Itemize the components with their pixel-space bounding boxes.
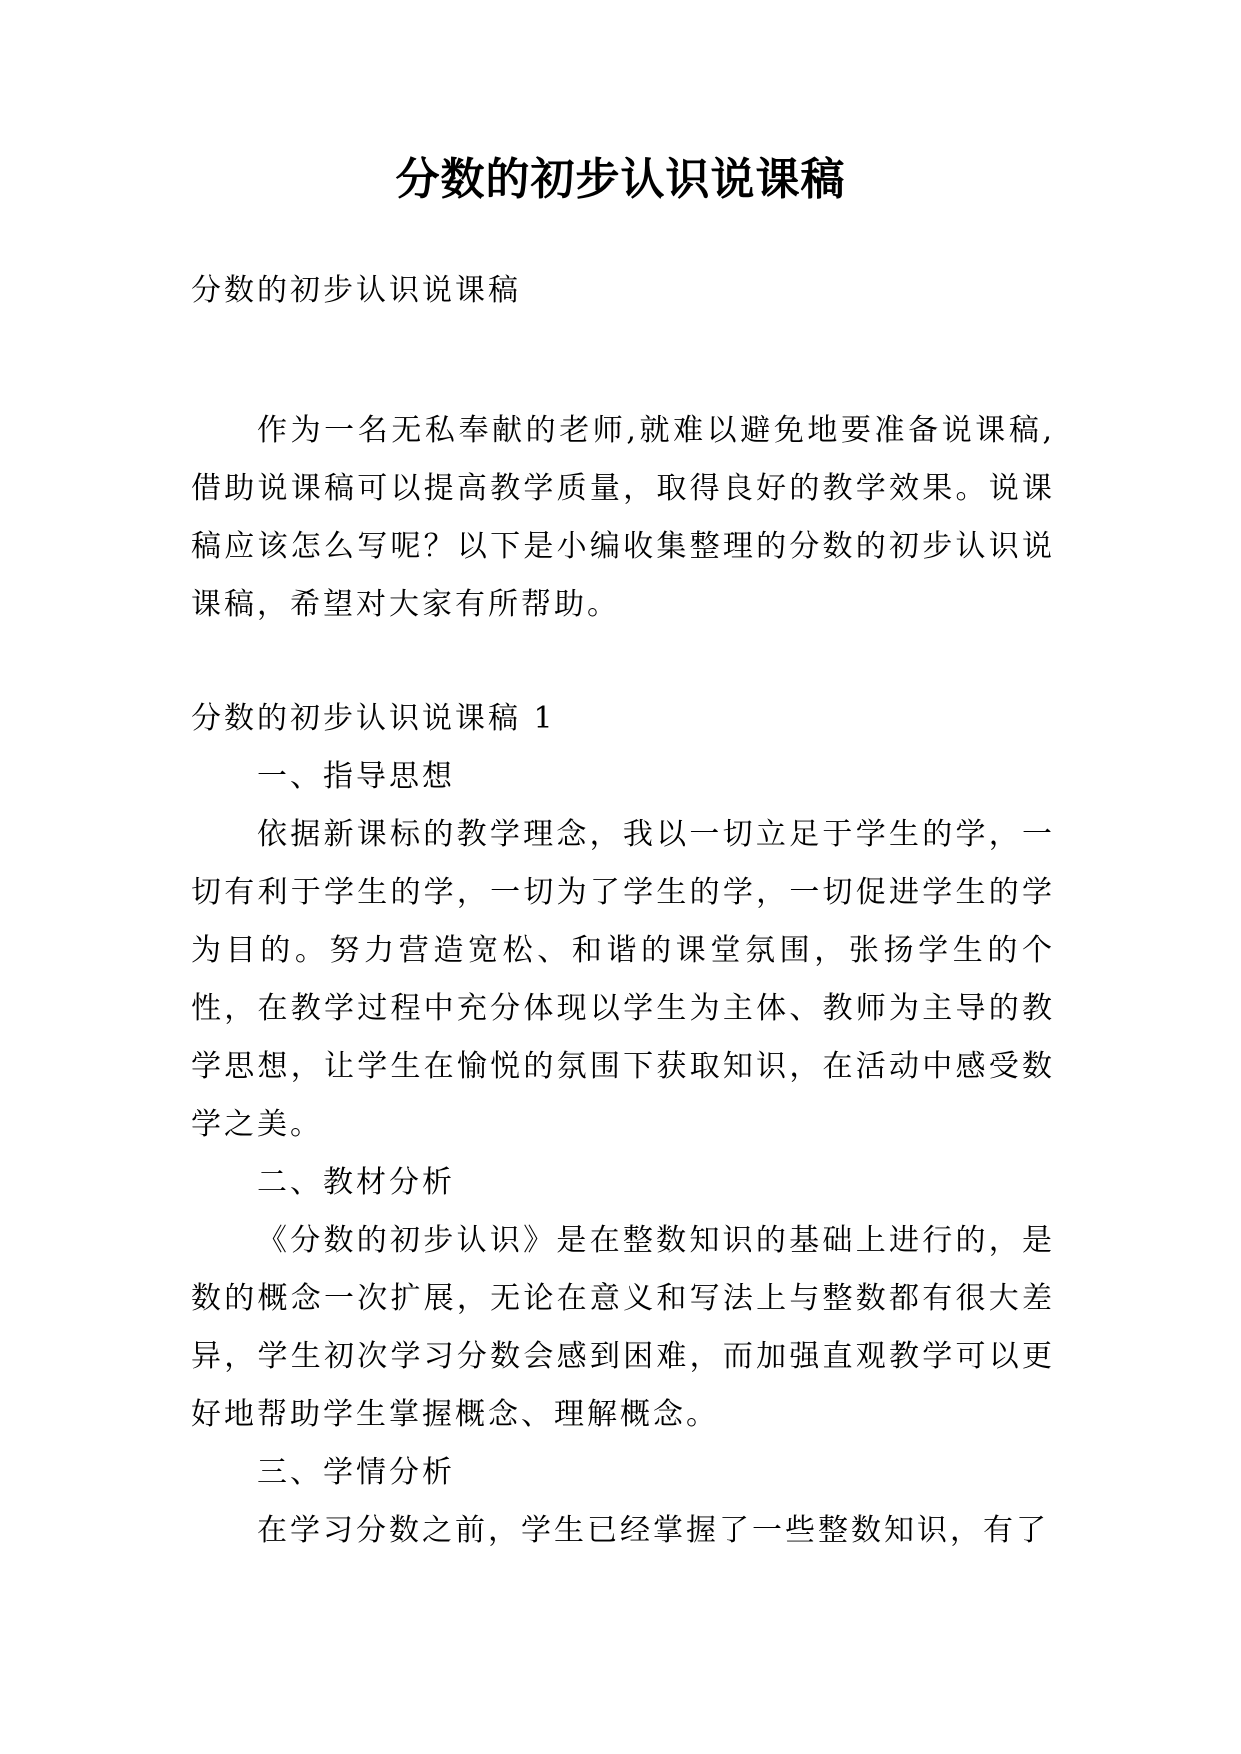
paragraph-student-analysis: 在学习分数之前，学生已经掌握了一些整数知识，有了 <box>257 1513 1049 1548</box>
intro-paragraph: 作为一名无私奉献的老师,就难以避免地要准备说课稿,借助说课稿可以提高教学质量，取得良好的教学效果。说课稿应该怎么写呢？以下是小编收集整理的分数的初步认识说课稿，希望对大家有所帮助。 <box>191 413 1055 622</box>
heading-textbook-analysis: 二、教材分析 <box>257 1165 455 1200</box>
section-title: 分数的初步认识说课稿 1 <box>191 701 556 736</box>
heading-guiding-thought: 一、指导思想 <box>257 759 455 794</box>
paragraph-textbook-analysis: 《分数的初步认识》是在整数知识的基础上进行的，是数的概念一次扩展，无论在意义和写法上与整数都有很大差异，学生初次学习分数会感到困难，而加强直观教学可以更好地帮助学生掌握概念、理解概念。 <box>191 1223 1055 1432</box>
paragraph-guiding-thought: 依据新课标的教学理念，我以一切立足于学生的学，一切有利于学生的学，一切为了学生的学，一切促进学生的学为目的。努力营造宽松、和谐的课堂氛围，张扬学生的个性，在教学过程中充分体现以学生为主体、教师为主导的教学思想，让学生在愉悦的氛围下获取知识，在活动中感受数学之美。 <box>191 817 1055 1142</box>
document-subtitle: 分数的初步认识说课稿 <box>191 273 521 308</box>
document-title: 分数的初步认识说课稿 <box>395 154 846 205</box>
heading-student-analysis: 三、学情分析 <box>257 1455 455 1490</box>
